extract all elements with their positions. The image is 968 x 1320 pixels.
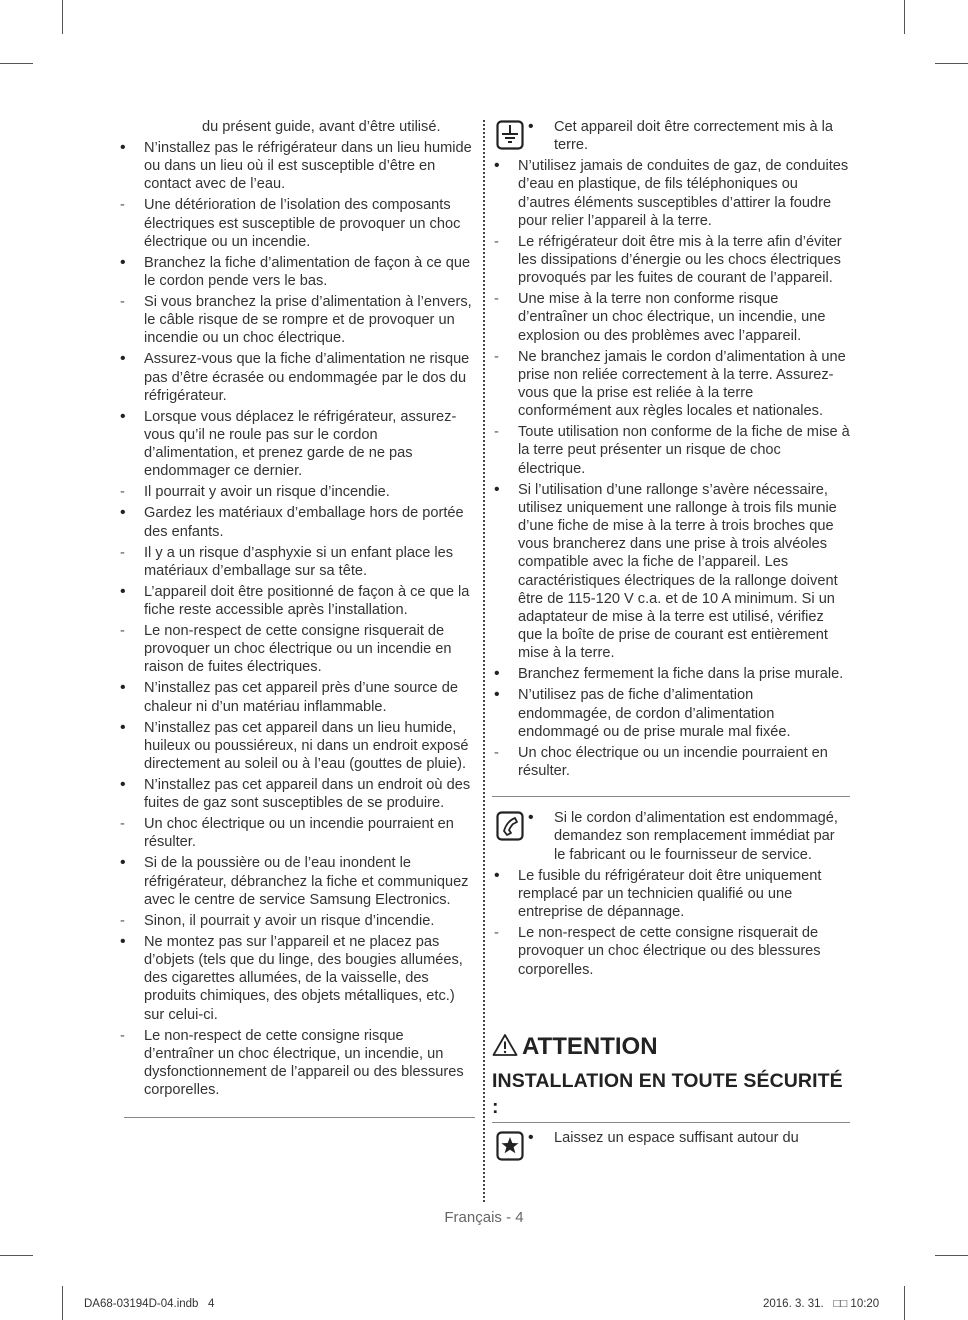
- bullet-item: • N’installez pas cet appareil près d’une source de chaleur ni d’un matériau inflammable.: [118, 679, 475, 715]
- file-label: DA68-03194D-04.indb 4: [84, 1298, 215, 1310]
- bullet-marker: [120, 719, 136, 737]
- bullet-item: • Branchez la fiche d’alimentation de façon à ce que le cordon pende vers le bas.: [118, 254, 475, 290]
- right-column: [492, 118, 850, 1150]
- dash-marker: [494, 348, 510, 366]
- bullet-marker: [120, 408, 136, 426]
- bullet-marker: [120, 504, 136, 522]
- left-column: [118, 118, 475, 1118]
- continuation-text: du présent guide, avant d’être utilisé.: [202, 119, 441, 135]
- dash-item: - Sinon, il pourrait y avoir un risque d’incendie.: [118, 912, 475, 930]
- bullet-marker: [494, 481, 510, 499]
- bullet-marker: [494, 665, 510, 683]
- dash-marker: [494, 744, 510, 762]
- section-rule: [124, 1117, 475, 1118]
- dash-item: - Si vous branchez la prise d’alimentation à l’envers, le câble risque de se rompre et de provoquer un incendie ou un choc électrique.: [118, 293, 475, 348]
- crop-mark: [935, 63, 968, 64]
- warning-triangle-icon: [492, 1033, 518, 1057]
- install-heading: INSTALLATION EN TOUTE SÉCURITÉ :: [492, 1069, 843, 1118]
- ground-note: • Cet appareil doit être correctement mis à la terre.: [492, 118, 850, 154]
- bullet-marker: [494, 686, 510, 704]
- dash-item: - Le non-respect de cette consigne risque d’entraîner un choc électrique, un incendie, un dysfonctionnement de l’appareil ou des blessures corporelles.: [118, 1027, 475, 1100]
- bullet-marker: [494, 867, 510, 885]
- bullet-marker: [120, 350, 136, 368]
- section-rule: [492, 1122, 850, 1123]
- dash-item: - Le non-respect de cette consigne risquerait de provoquer un choc électrique ou un incendie en raison de fuites électriques.: [118, 622, 475, 677]
- bullet-marker: [120, 854, 136, 872]
- bullet-item: • N’installez pas cet appareil dans un lieu humide, huileux ou poussiéreux, ni dans un endroit exposé directement au soleil ou à l’eau (gouttes de pluie).: [118, 719, 475, 774]
- bullet-marker: [120, 679, 136, 697]
- dash-item: - Le non-respect de cette consigne risquerait de provoquer un choc électrique ou des blessures corporelles.: [492, 924, 850, 979]
- dash-marker: [120, 293, 136, 311]
- dash-item: - Il y a un risque d’asphyxie si un enfant place les matériaux d’emballage sur sa tête.: [118, 544, 475, 580]
- dash-marker: [494, 924, 510, 942]
- dash-marker: [120, 483, 136, 501]
- bullet-marker: [120, 583, 136, 601]
- section-rule: [492, 796, 850, 797]
- print-date: 2016. 3. 31. □□ 10:20: [763, 1298, 880, 1310]
- bullet-item: • N’installez pas le réfrigérateur dans un lieu humide ou dans un lieu où il est susceptible d’être en contact avec de l’eau.: [118, 139, 475, 194]
- bullet-item: • N’installez pas cet appareil dans un endroit où des fuites de gaz sont susceptibles de se produire.: [118, 776, 475, 812]
- ground-icon: [496, 120, 524, 150]
- dash-item: - Une détérioration de l’isolation des composants électriques est susceptible de provoquer un choc électrique ou un incendie.: [118, 196, 475, 251]
- crop-mark: [0, 1255, 33, 1256]
- dash-marker: [494, 423, 510, 441]
- bullet-marker: [120, 254, 136, 272]
- page-number: Français - 4: [444, 1209, 524, 1226]
- bullet-item: • Branchez fermement la fiche dans la prise murale.: [492, 665, 850, 683]
- bullet-marker: [120, 776, 136, 794]
- bullet-marker: [494, 157, 510, 175]
- bullet-item: • N’utilisez pas de fiche d’alimentation endommagée, de cordon d’alimentation endommagé ou de prise murale mal fixée.: [492, 686, 850, 741]
- bullet-item: • Gardez les matériaux d’emballage hors de portée des enfants.: [118, 504, 475, 540]
- crop-mark: [62, 1286, 63, 1320]
- dash-item: - Le réfrigérateur doit être mis à la terre afin d’éviter les dissipations d’énergie ou les chocs électriques provoqués par les fuites de courant de l’appareil.: [492, 233, 850, 288]
- crop-mark: [904, 0, 905, 34]
- crop-mark: [62, 0, 63, 34]
- bullet-item: • L’appareil doit être positionné de façon à ce que la fiche reste accessible après l’installation.: [118, 583, 475, 619]
- install-note: • Laissez un espace suffisant autour du: [492, 1129, 850, 1147]
- bullet-marker: [528, 809, 544, 827]
- dash-item: - Un choc électrique ou un incendie pourraient en résulter.: [492, 744, 850, 780]
- dash-item: - Un choc électrique ou un incendie pourraient en résulter.: [118, 815, 475, 851]
- column-divider: [483, 120, 485, 1202]
- dash-marker: [120, 815, 136, 833]
- bullet-item: • Lorsque vous déplacez le réfrigérateur, assurez-vous qu’il ne roule pas sur le cordon d’alimentation, et prenez garde de ne pas endommager ce dernier.: [118, 408, 475, 481]
- phone-icon: [496, 811, 524, 841]
- bullet-item: • Le fusible du réfrigérateur doit être uniquement remplacé par un technicien qualifié ou une entreprise de dépannage.: [492, 867, 850, 922]
- dash-item: - Ne branchez jamais le cordon d’alimentation à une prise non reliée correctement à la terre. Assurez-vous que la prise est reliée à la terre conformément aux règles locales et nationales.: [492, 348, 850, 421]
- dash-marker: [494, 233, 510, 251]
- bullet-item: • Si de la poussière ou de l’eau inondent le réfrigérateur, débranchez la fiche et communiquez avec le centre de service Samsung Electronics.: [118, 854, 475, 909]
- bullet-item: • N’utilisez jamais de conduites de gaz, de conduites d’eau en plastique, de fils téléphoniques ou d’autres éléments susceptibles d’attirer la foudre pour relier l’appareil à la terre.: [492, 157, 850, 230]
- dash-marker: [494, 290, 510, 308]
- bullet-item: • Ne montez pas sur l’appareil et ne placez pas d’objets (tels que du linge, des bougies allumées, des cigarettes allumées, de la vaisselle, des produits chimiques, des objets métalliques, etc.) sur celui-ci.: [118, 933, 475, 1024]
- dash-marker: [120, 544, 136, 562]
- dash-item: - Il pourrait y avoir un risque d’incendie.: [118, 483, 475, 501]
- crop-mark: [935, 1255, 968, 1256]
- contact-note: • Si le cordon d’alimentation est endommagé, demandez son remplacement immédiat par le fabricant ou le fournisseur de service.: [492, 809, 850, 864]
- star-icon: [496, 1131, 524, 1161]
- dash-marker: [120, 912, 136, 930]
- dash-item: - Toute utilisation non conforme de la fiche de mise à la terre peut présenter un risque de choc électrique.: [492, 423, 850, 478]
- bullet-item: • Si l’utilisation d’une rallonge s’avère nécessaire, utilisez uniquement une rallonge à trois fils munie d’une fiche de mise à la terre à trois broches que vous brancherez dans une prise à trois alvéoles compatible avec la fiche de l’appareil. Les caractéristiques électriques de la rallonge doivent être de 115-120 V c.a. et de 10 A minimum. Si un adaptateur de mise à la terre est utilisé, vérifiez que la boîte de prise de courant est entièrement mise à la terre.: [492, 481, 850, 663]
- bullet-item: • Assurez-vous que la fiche d’alimentation ne risque pas d’être écrasée ou endommagée par le dos du réfrigérateur.: [118, 350, 475, 405]
- dash-item: - Une mise à la terre non conforme risque d’entraîner un choc électrique, un incendie, une explosion ou des problèmes avec l’appareil.: [492, 290, 850, 345]
- bullet-marker: [528, 1129, 544, 1147]
- bullet-marker: [120, 139, 136, 157]
- dash-marker: [120, 622, 136, 640]
- dash-marker: [120, 1027, 136, 1045]
- crop-mark: [0, 63, 33, 64]
- dash-marker: [120, 196, 136, 214]
- attention-heading: ATTENTION: [492, 1032, 850, 1062]
- bullet-marker: [120, 933, 136, 951]
- bullet-marker: [528, 118, 544, 136]
- crop-mark: [904, 1286, 905, 1320]
